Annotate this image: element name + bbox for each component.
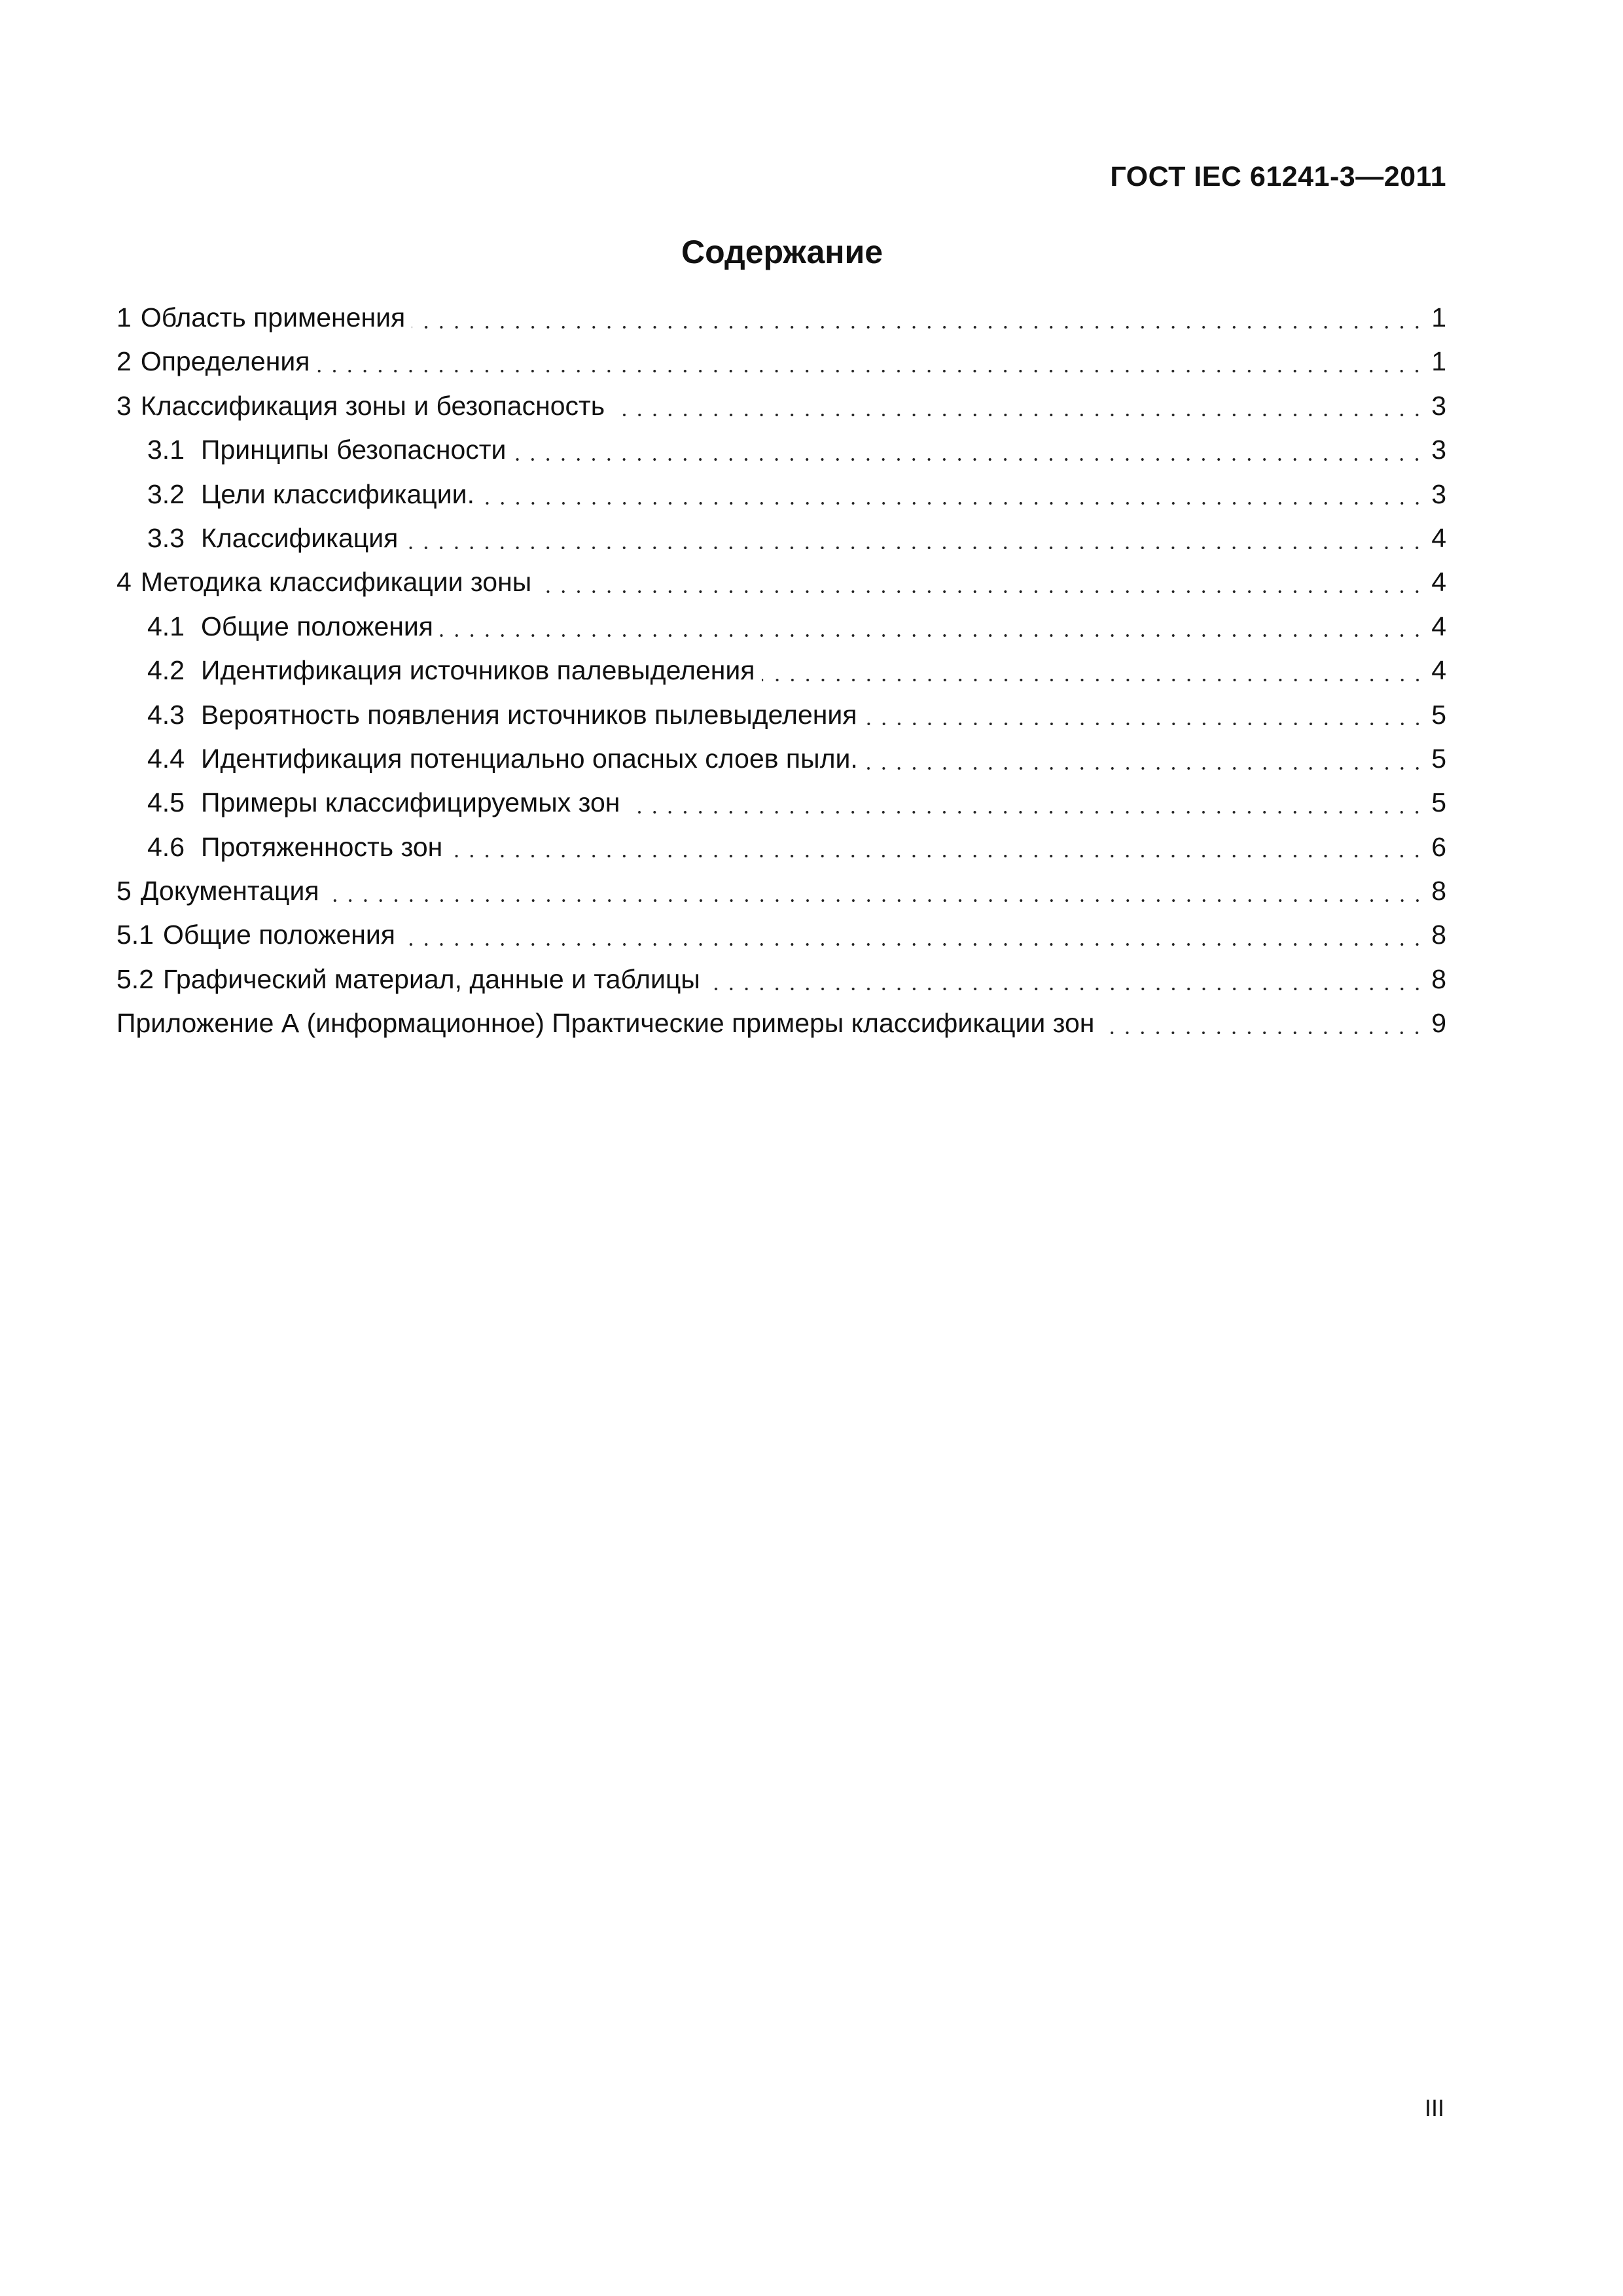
dot-leader xyxy=(707,988,1425,990)
toc-entry[interactable] xyxy=(116,781,1446,825)
dot-leader xyxy=(402,943,1425,946)
toc-entry-title: Документация xyxy=(140,876,319,906)
toc-entry-number: 3.2 xyxy=(147,478,185,509)
dot-leader xyxy=(865,767,1425,770)
toc-entry-page: 8 xyxy=(1431,920,1446,950)
toc-entry-page: 4 xyxy=(1431,567,1446,598)
toc-entry-page: 1 xyxy=(1431,346,1446,377)
toc-entry-page: 4 xyxy=(1431,655,1446,686)
toc-entry-title: Идентификация источников палевыделения xyxy=(201,655,755,686)
toc-entry-number: 4.5 xyxy=(147,787,185,818)
dot-leader xyxy=(626,811,1425,814)
toc-entry-number: 4.3 xyxy=(147,699,185,730)
toc-entry-title: Вероятность появления источников пылевыделения xyxy=(201,699,857,730)
toc-entry[interactable] xyxy=(116,869,1446,913)
toc-entry[interactable] xyxy=(116,384,1446,428)
toc-entry-title: Графический материал, данные и таблицы xyxy=(163,963,700,994)
toc-entry-page: 8 xyxy=(1431,876,1446,906)
toc-entry-number: 4 xyxy=(116,567,132,598)
toc-entry-page: 6 xyxy=(1431,831,1446,862)
toc-entry-number: 1 xyxy=(116,302,132,332)
toc-entry-number: 3.3 xyxy=(147,522,185,553)
dot-leader xyxy=(316,370,1425,372)
table-of-contents xyxy=(116,296,1446,1046)
dot-leader xyxy=(404,547,1425,549)
standard-designation: ГОСТ IEC 61241-3—2011 xyxy=(1110,161,1446,192)
dot-leader xyxy=(412,326,1425,329)
toc-entry-number: 5 xyxy=(116,876,132,906)
toc-entry-page: 8 xyxy=(1431,963,1446,994)
toc-entry-title: Классификация зоны и безопасность xyxy=(140,390,605,421)
toc-entry[interactable] xyxy=(116,649,1446,692)
toc-entry-number: 4.4 xyxy=(147,743,185,774)
toc-entry[interactable] xyxy=(116,693,1446,737)
toc-entry-page: 4 xyxy=(1431,522,1446,553)
toc-entry-page: 5 xyxy=(1431,787,1446,818)
toc-title: Содержание xyxy=(681,234,883,270)
toc-entry[interactable] xyxy=(116,913,1446,957)
toc-entry[interactable] xyxy=(116,560,1446,604)
toc-entry-title: Приложение А (информационное) Практические примеры классификации зон xyxy=(116,1008,1095,1039)
dot-leader xyxy=(864,723,1425,725)
dot-leader xyxy=(512,458,1425,461)
toc-entry-page: 3 xyxy=(1431,478,1446,509)
toc-entry[interactable] xyxy=(116,958,1446,1001)
dot-leader xyxy=(611,414,1425,416)
toc-entry-page: 3 xyxy=(1431,390,1446,421)
toc-entry[interactable] xyxy=(116,473,1446,516)
toc-entry-page: 5 xyxy=(1431,743,1446,774)
page-number: III xyxy=(1424,2094,1444,2121)
toc-entry-number: 5.1 xyxy=(116,920,154,950)
toc-entry-number: 3.1 xyxy=(147,435,185,465)
toc-entry[interactable] xyxy=(116,516,1446,560)
dot-leader xyxy=(440,634,1425,637)
toc-entry-title: Цели классификации. xyxy=(201,478,474,509)
toc-entry-title: Методика классификации зоны xyxy=(140,567,532,598)
toc-entry-page: 4 xyxy=(1431,611,1446,641)
toc-entry-page: 5 xyxy=(1431,699,1446,730)
dot-leader xyxy=(538,590,1425,593)
toc-entry-page: 1 xyxy=(1431,302,1446,332)
dot-leader xyxy=(481,502,1425,505)
toc-entry-number: 4.2 xyxy=(147,655,185,686)
toc-entry-number: 4.6 xyxy=(147,831,185,862)
toc-entry[interactable] xyxy=(116,825,1446,869)
toc-entry-number: 5.2 xyxy=(116,963,154,994)
dot-leader xyxy=(326,899,1425,902)
toc-entry-number: 4.1 xyxy=(147,611,185,641)
toc-entry-title: Идентификация потенциально опасных слоев пыли. xyxy=(201,743,858,774)
dot-leader xyxy=(762,679,1425,681)
dot-leader xyxy=(1101,1031,1425,1034)
toc-entry-number: 2 xyxy=(116,346,132,377)
toc-entry-title: Принципы безопасности xyxy=(201,435,507,465)
toc-entry[interactable] xyxy=(116,737,1446,781)
toc-entry[interactable] xyxy=(116,605,1446,649)
toc-entry[interactable] xyxy=(116,1001,1446,1045)
toc-entry-title: Определения xyxy=(140,346,310,377)
toc-entry-page: 3 xyxy=(1431,435,1446,465)
toc-entry-title: Общие положения xyxy=(163,920,396,950)
toc-entry-title: Классификация xyxy=(201,522,399,553)
toc-entry[interactable] xyxy=(116,340,1446,384)
toc-entry-title: Примеры классифицируемых зон xyxy=(201,787,620,818)
toc-entry[interactable] xyxy=(116,296,1446,340)
dot-leader xyxy=(449,855,1425,857)
toc-entry-page: 9 xyxy=(1431,1008,1446,1039)
toc-entry-title: Протяженность зон xyxy=(201,831,443,862)
toc-entry-title: Область применения xyxy=(140,302,406,332)
toc-entry-number: 3 xyxy=(116,390,132,421)
toc-entry-title: Общие положения xyxy=(201,611,434,641)
toc-entry[interactable] xyxy=(116,428,1446,472)
